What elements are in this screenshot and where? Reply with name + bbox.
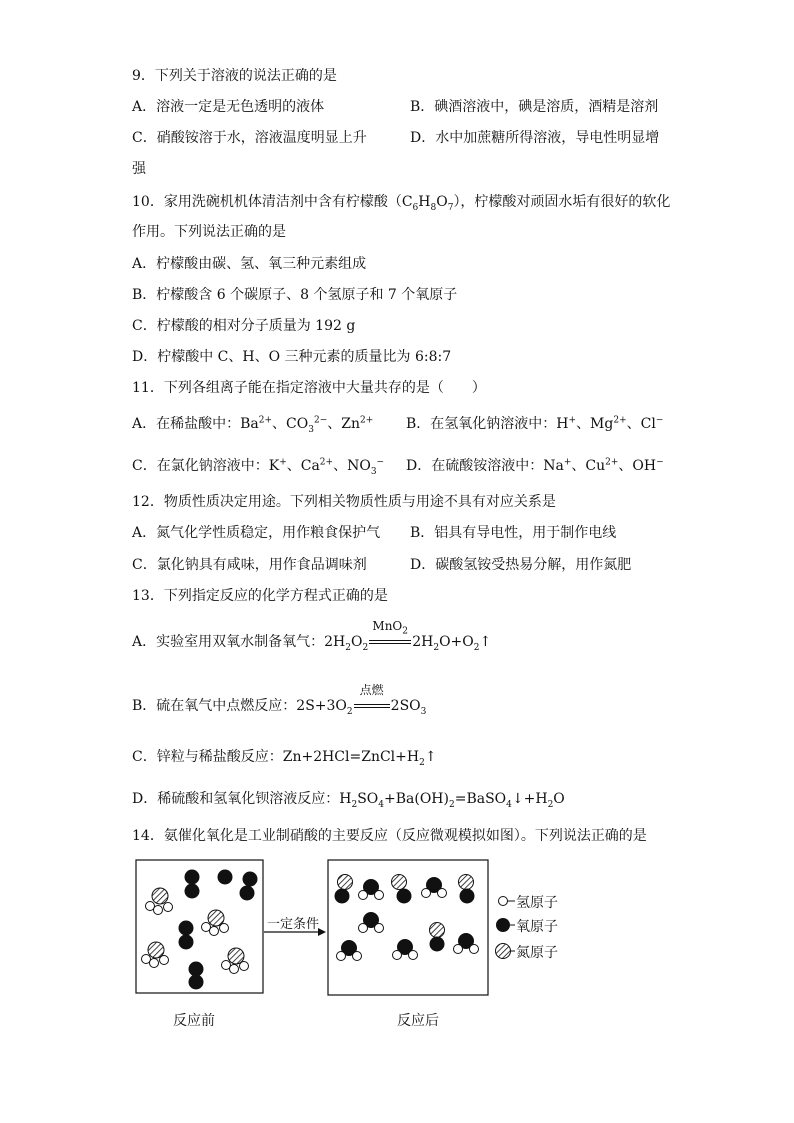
q10-stem: 10．家用洗碗机机体清洁剂中含有柠檬酸$(C_6H_8O_7)$，柠檬酸对顽固水垢有很好的软化 [132,194,671,213]
q13-option-b: B．硫在氧气中点燃反应：$2S+3O_2$ 点燃 $2SO_3$ [132,683,427,717]
q9-option-d-cont: 强 [132,161,146,177]
caption-before: 反应前 [173,1013,215,1029]
legend-nitrogen-symbol [496,944,511,959]
q11-option-c: C．在氯化钠溶液中：K+、$Ca^{2+}$、$NO_3^-$ [132,457,385,477]
no-molecule [430,923,445,952]
legend-hydrogen-symbol [499,897,508,906]
nh3-molecule [222,948,249,974]
nh3-molecule [142,942,169,968]
h2o-molecule [454,934,479,954]
q10-option-a: A．柠檬酸由碳、氢、氧三种元素组成 [132,256,367,272]
q13-option-d: D．稀硫酸和氢氧化钡溶液反应：$H_2SO_4+Ba(OH)_2=BaSO_4↓+H_2O$ [132,791,565,810]
no-molecule [392,875,412,904]
q12-option-c: C．氯化钠具有咸味，用作食品调味剂 [132,557,367,573]
h2o-molecule [393,940,418,960]
q10-option-d: D．柠檬酸中 C、H、O 三种元素的质量比为 6:8:7 [132,349,452,365]
q11-option-d: D．在硫酸铵溶液中：Na+、$Cu^{2+}$、OH− [406,457,664,474]
q10-option-c: C．柠檬酸的相对分子质量为 192 g [132,318,356,334]
q9-option-a: A．溶液一定是无色透明的液体 [132,99,325,115]
nh3-molecule [146,888,173,915]
q12-stem: 12．物质性质决定用途。下列相关物质性质与用途不具有对应关系是 [132,494,556,510]
q9-stem: 9．下列关于溶液的说法正确的是 [132,68,337,84]
q12-option-a: A．氮气化学性质稳定，用作粮食保护气 [132,525,381,541]
q12-option-d: D．碳酸氢铵受热易分解，用作氮肥 [410,557,632,573]
o2-molecule [179,921,194,950]
q11-stem: 11．下列各组离子能在指定溶液中大量共存的是（ ） [132,380,486,396]
o2-molecule [218,870,258,901]
q10-stem-2: 作用。下列说法正确的是 [132,224,286,240]
caption-after: 反应后 [397,1013,439,1029]
h2o-molecule [337,941,362,961]
q14-stem: 14．氨催化氧化是工业制硝酸的主要反应（反应微观模拟如图）。下列说法正确的是 [132,828,647,844]
q9-option-b: B．碘酒溶液中，碘是溶质，酒精是溶剂 [410,99,659,115]
q13-option-a: A．实验室用双氧水制备氧气：$2H_2O_2$ MnO$_2$ $2H_2O+O_2↑$ [132,619,492,653]
legend-nitrogen: 氮原子 [516,945,558,961]
nh3-molecule [202,910,229,936]
legend-hydrogen: 氢原子 [516,895,558,911]
q13-stem: 13．下列指定反应的化学方程式正确的是 [132,588,388,604]
arrow-label: 一定条件 [267,917,320,932]
legend-oxygen-symbol [496,918,510,932]
h2o-molecule [359,880,384,900]
no-molecule [335,875,353,904]
q10-option-b: B．柠檬酸含 6 个碳原子、8 个氢原子和 7 个氧原子 [132,287,458,303]
o2-molecule [185,870,200,899]
q9-option-d: D．水中加蔗糖所得溶液，导电性明显增 [410,130,660,146]
h2o-molecule [422,878,447,898]
q11-option-a: A．在稀盐酸中：$Ba^{2+}$、$CO_3^{2-}$、$Zn^{2+}$ [132,415,374,435]
o2-molecule [189,962,204,990]
q9-option-c: C．硝酸铵溶于水，溶液温度明显上升 [132,130,367,146]
q13-option-c: C．锌粒与稀盐酸反应：$Zn+2HCl=ZnCl+H_2↑$ [132,749,437,768]
h2o-molecule [359,913,384,933]
q11-option-b: B．在氢氧化钠溶液中：H+、$Mg^{2+}$、Cl− [406,415,664,432]
legend-oxygen: 氧原子 [516,919,558,935]
q12-option-b: B．铝具有导电性，用于制作电线 [410,525,617,541]
no-molecule [459,875,475,904]
